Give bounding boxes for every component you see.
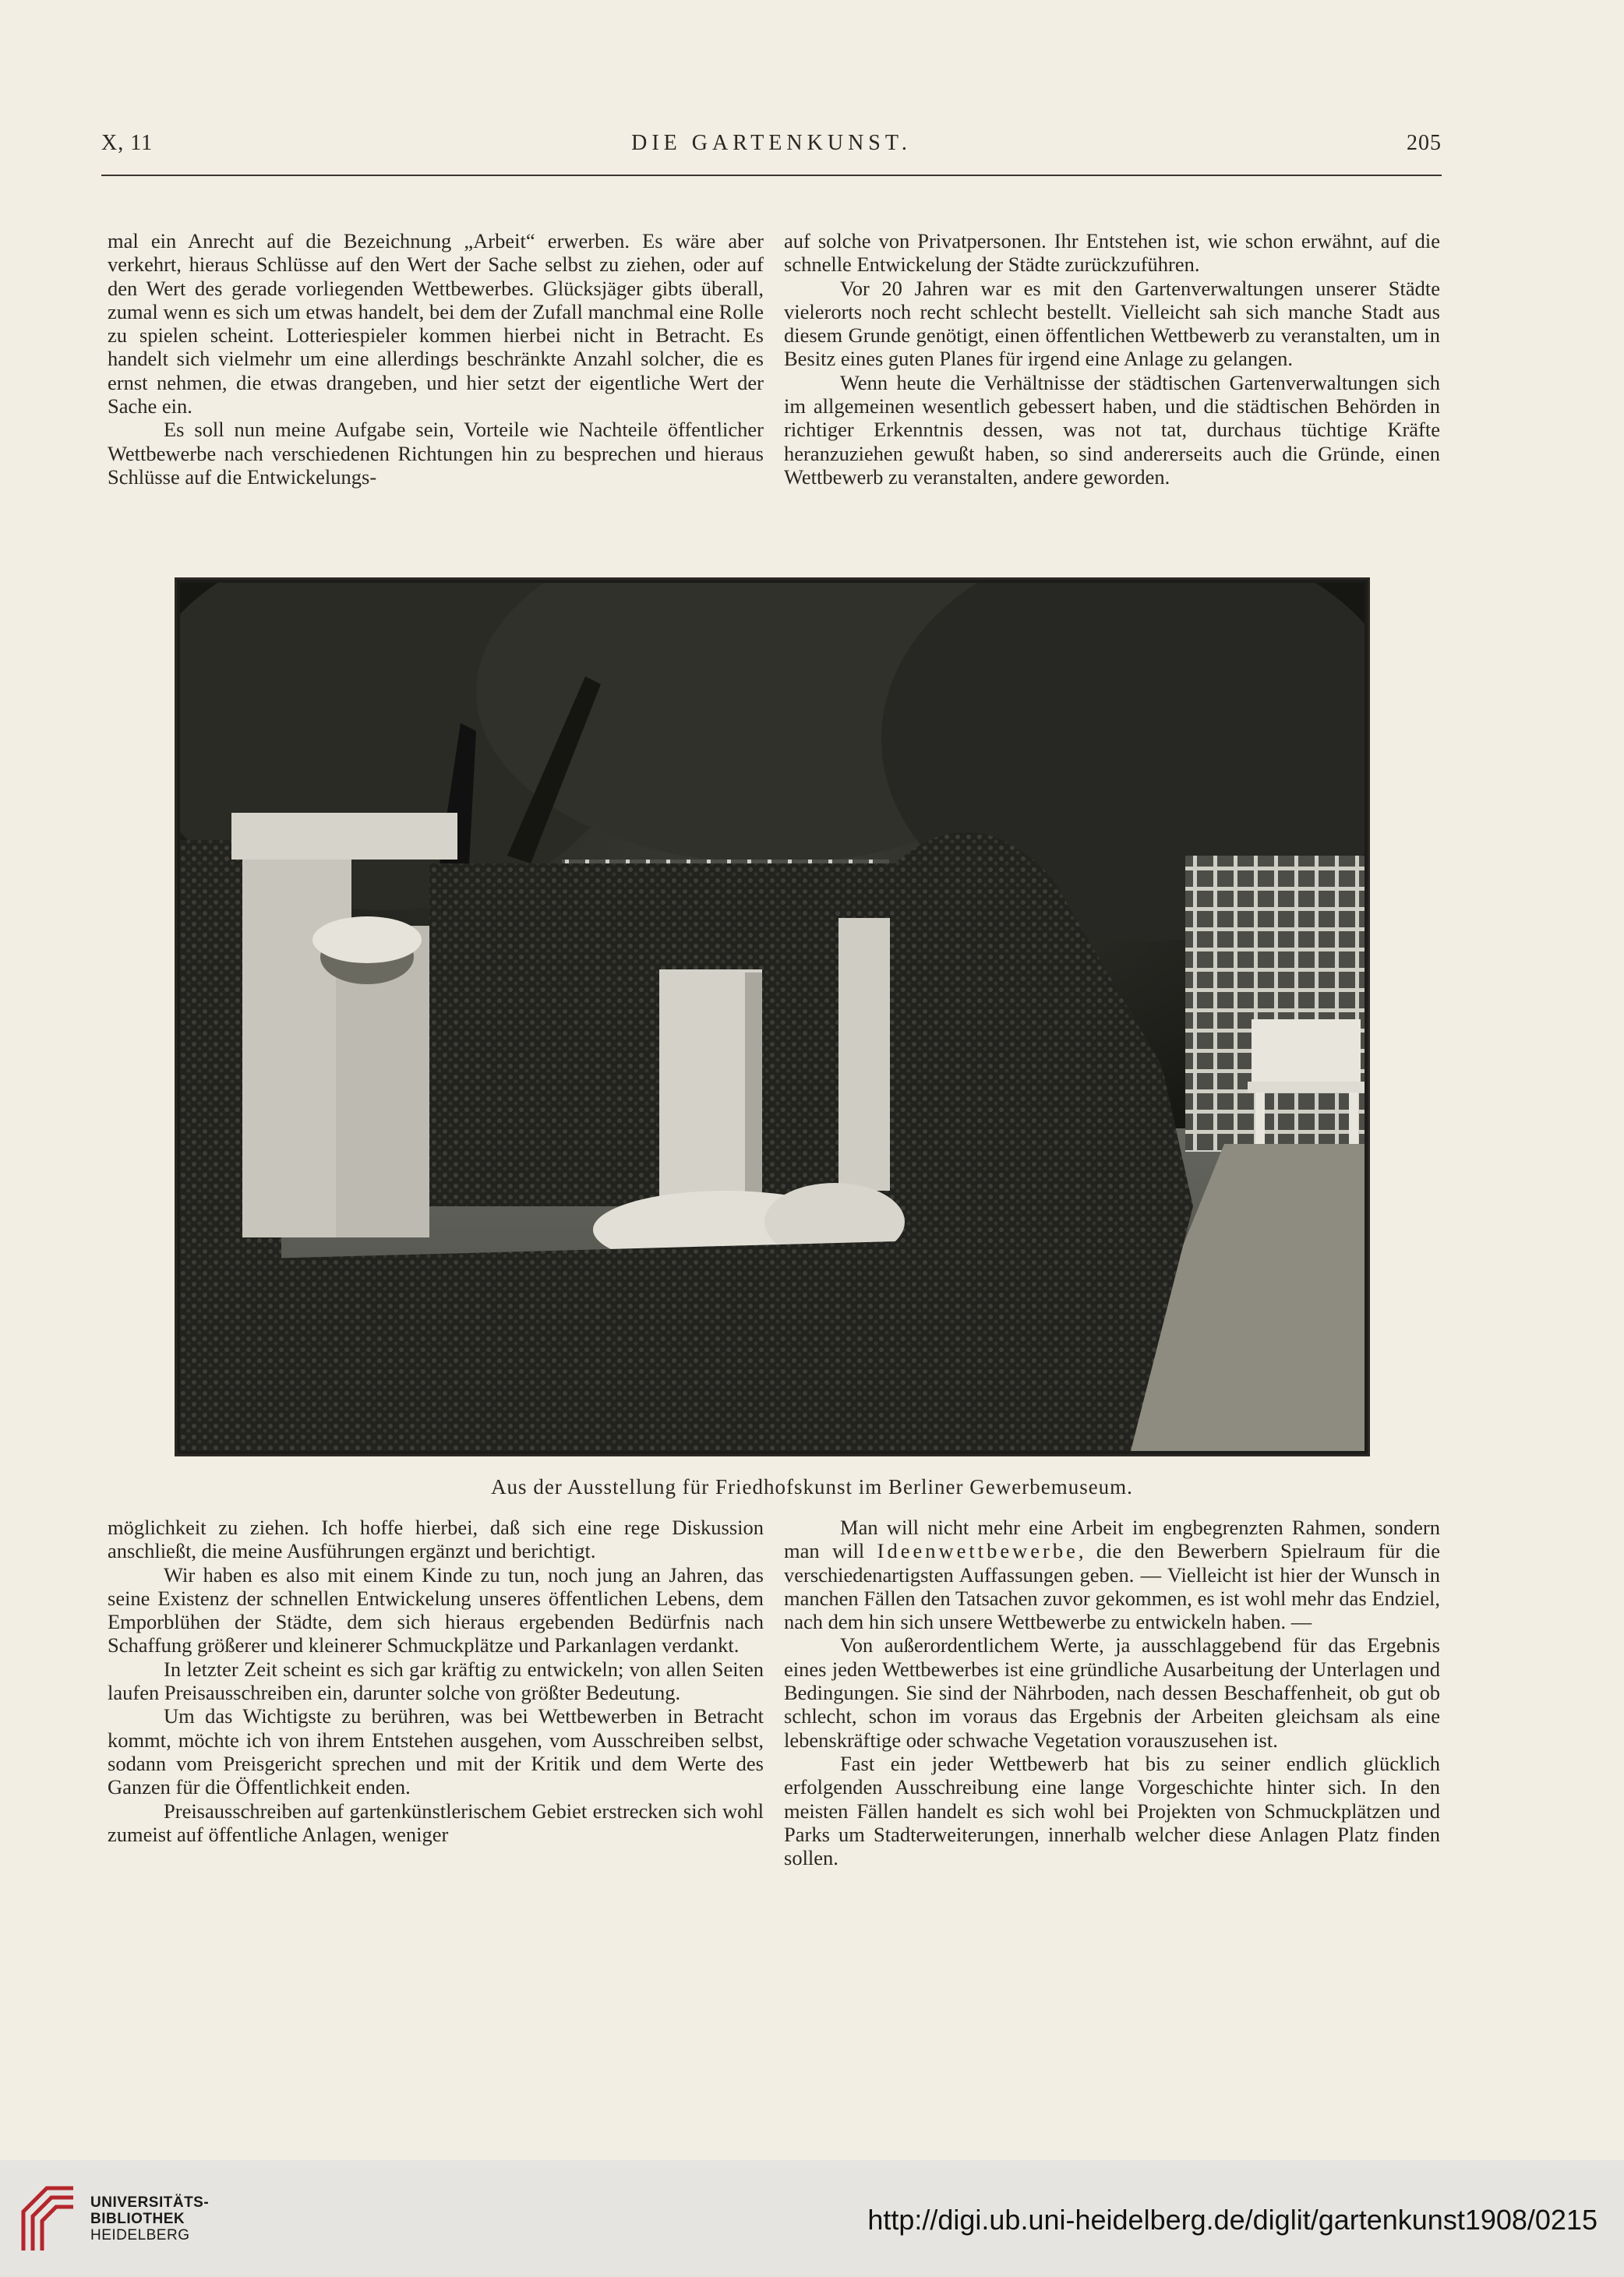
library-name-line: HEIDELBERG [90,2227,190,2243]
text-run: , die den Bewerbern Spielraum für die verschiedenartigsten Auffassungen geben. — Vielleicht ist hier der Wunsch in manchen Fällen den Tatsachen zuvor gekommen, es ist wohl mehr das Endziel, nach dem hin sich unsere Wettbewerbe zu entwickeln haben. — [784,1539,1440,1634]
text-column-right-top [784,229,1440,489]
text-column-left-bottom [108,1516,764,1846]
photo-image [180,583,1365,1451]
running-header [101,131,1442,162]
cemetery-exhibition-photo [175,577,1370,1456]
library-logo-icon [16,2180,81,2258]
paragraph: In letzter Zeit scheint es sich gar kräftig zu entwickeln; von allen Seiten laufen Preisausschreiben ein, darunter solche von größter Bedeutung. [108,1657,764,1705]
figure-caption: Aus der Ausstellung für Friedhofskunst im Berliner Gewerbemuseum. [491,1475,1133,1499]
library-name [90,2194,209,2243]
volume-label: X, 11 [101,131,154,155]
paragraph: Von außerordentlichem Werte, ja ausschlaggebend für das Ergebnis eines jeden Wettbewerbes ist eine gründliche Ausarbeitung der Unterlagen und Bedingungen. Sie sind der Nährboden, nach dessen Beschaffenheit, ob gut ob schlecht, schon im voraus das Ergebnis der Arbeiten gleichsam als eine lebenskräftige oder schwache Vegetation vorauszusehen ist. [784,1633,1440,1752]
paragraph: Wenn heute die Verhältnisse der städtischen Gartenverwaltungen sich im allgemeinen wesentlich gebessert haben, und die städtischen Behörden in richtiger Erkenntnis dessen, was not tat, durchaus tüchtige Kräfte heranzuziehen gewußt haben, so sind andererseits auch die Gründe, einen Wettbewerb zu veranstalten, andere geworden. [784,370,1440,489]
library-footer [0,2160,1624,2277]
paragraph: Preisausschreiben auf gartenkünstlerischem Gebiet erstrecken sich wohl zumeist auf öffentliche Anlagen, weniger [108,1799,764,1846]
text-column-left-top [108,229,764,489]
paragraph: Wir haben es also mit einem Kinde zu tun, noch jung an Jahren, das seine Existenz der schnellen Entwickelung unseres öffentlichen Lebens, dem Emporblühen der Städte, dem sich hieraus ergebenden Bedürfnis nach Schaffung größerer und kleinerer Schmuckplätze und Parkanlagen verdankt. [108,1562,764,1657]
emphasized-term: Ideenwettbewerbe [877,1539,1079,1563]
paragraph: Es soll nun meine Aufgabe sein, Vorteile wie Nachteile öffentlicher Wettbewerbe nach verschiedenen Richtungen hin zu besprechen und hieraus Schlüsse auf die Entwickelungs- [108,418,764,489]
library-name-line: BIBLIOTHEK [90,2211,185,2227]
text-column-right-bottom [784,1516,1440,1869]
paragraph: auf solche von Privatpersonen. Ihr Entstehen ist, wie schon erwähnt, auf die schnelle Entwickelung der Städte zurückzuführen. [784,229,1440,277]
header-rule [101,175,1442,176]
paragraph: möglichkeit zu ziehen. Ich hoffe hierbei, daß sich eine rege Diskussion anschließt, die meine Ausführungen ergänzt und berichtigt. [108,1516,764,1563]
paragraph: Um das Wichtigste zu berühren, was bei Wettbewerben in Betracht kommt, möchte ich von ihrem Entstehen ausgehen, vom Ausschreiben selbst, sodann vom Preisgericht sprechen und mit der Kritik und dem Werte des Ganzen für die Öffentlichkeit enden. [108,1704,764,1799]
permalink-url[interactable]: http://digi.ub.uni-heidelberg.de/diglit/gartenkunst1908/0215 [867,2204,1598,2236]
paragraph [784,1516,1440,1633]
paragraph: mal ein Anrecht auf die Bezeichnung „Arbeit“ erwerben. Es wäre aber verkehrt, hieraus Schlüsse auf den Wert der Sache selbst zu ziehen, oder auf den Wert des gerade vorliegenden Wettbewerbes. Glücksjäger gibts überall, zumal wenn es sich um etwas handelt, bei dem der Zufall manchmal eine Rolle zu spielen scheint. Lotteriespieler kommen hierbei nicht in Betracht. Es handelt sich vielmehr um eine allerdings beschränkte Anzahl solcher, die es ernst nehmen, die etwas drangeben, und hier setzt der eigentliche Wert der Sache ein. [108,229,764,418]
library-name-line: UNIVERSITÄTS- [90,2194,210,2211]
text-run: Man will nicht mehr eine Arbeit im engbegrenzten Rahmen, sondern man will [784,1516,1440,1563]
paragraph: Fast ein jeder Wettbewerb hat bis zu seiner endlich glücklich erfolgenden Ausschreibung eine lange Vorgeschichte hinter sich. In den meisten Fällen handelt es sich wohl bei Projekten von Schmuckplätzen und Parks um Stadterweiterungen, innerhalb welcher diese Anlagen Platz finden sollen. [784,1751,1440,1870]
paragraph: Vor 20 Jahren war es mit den Gartenverwaltungen unserer Städte vielerorts noch recht schlecht bestellt. Vielleicht sah sich manche Stadt aus diesem Grunde genötigt, einen öffentlichen Wettbewerb zu veranstalten, um in Besitz eines guten Planes für irgend eine Anlage zu gelangen. [784,276,1440,371]
journal-title: DIE GARTENKUNST. [631,131,912,155]
page-number: 205 [1407,131,1442,155]
